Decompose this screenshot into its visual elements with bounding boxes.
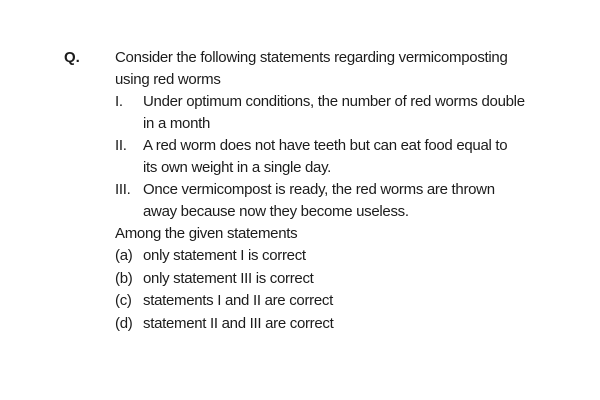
option-b-key: (b) bbox=[115, 269, 133, 287]
question-body bbox=[115, 47, 565, 335]
statement-3-line-1: Once vermicompost is ready, the red worms are thrown bbox=[143, 181, 495, 198]
statement-3-line-2: away because now they become useless. bbox=[143, 203, 409, 220]
option-a-text: only statement I is correct bbox=[143, 247, 306, 264]
option-d[interactable] bbox=[115, 313, 565, 336]
option-a[interactable] bbox=[115, 245, 565, 268]
question-prompt: Among the given statements bbox=[115, 225, 298, 242]
statement-3 bbox=[115, 179, 565, 223]
option-b-text: only statement III is correct bbox=[143, 269, 314, 287]
statement-2-line-1: A red worm does not have teeth but can eat food equal to bbox=[143, 137, 508, 154]
option-d-text: statement II and III are correct bbox=[143, 314, 334, 332]
question-label: Q. bbox=[64, 49, 80, 66]
statement-2 bbox=[115, 135, 565, 179]
option-c[interactable] bbox=[115, 290, 565, 313]
option-c-text: statements I and II are correct bbox=[143, 292, 333, 309]
statement-2-line-2: its own weight in a single day. bbox=[143, 159, 332, 176]
option-a-key: (a) bbox=[115, 247, 133, 264]
option-c-key: (c) bbox=[115, 292, 132, 309]
statement-1-line-1: Under optimum conditions, the number of red worms double bbox=[143, 93, 525, 110]
statement-1-line-2: in a month bbox=[143, 115, 211, 132]
statement-1-number: I. bbox=[115, 93, 123, 110]
statement-2-number: II. bbox=[115, 137, 127, 154]
question-stem-line-1: Consider the following statements regarding vermicomposting bbox=[115, 49, 508, 66]
statement-3-number: III. bbox=[115, 181, 131, 198]
option-b[interactable] bbox=[115, 268, 565, 291]
statement-1 bbox=[115, 91, 565, 135]
option-d-key: (d) bbox=[115, 314, 133, 332]
question-stem-line-2: using red worms bbox=[115, 71, 221, 88]
